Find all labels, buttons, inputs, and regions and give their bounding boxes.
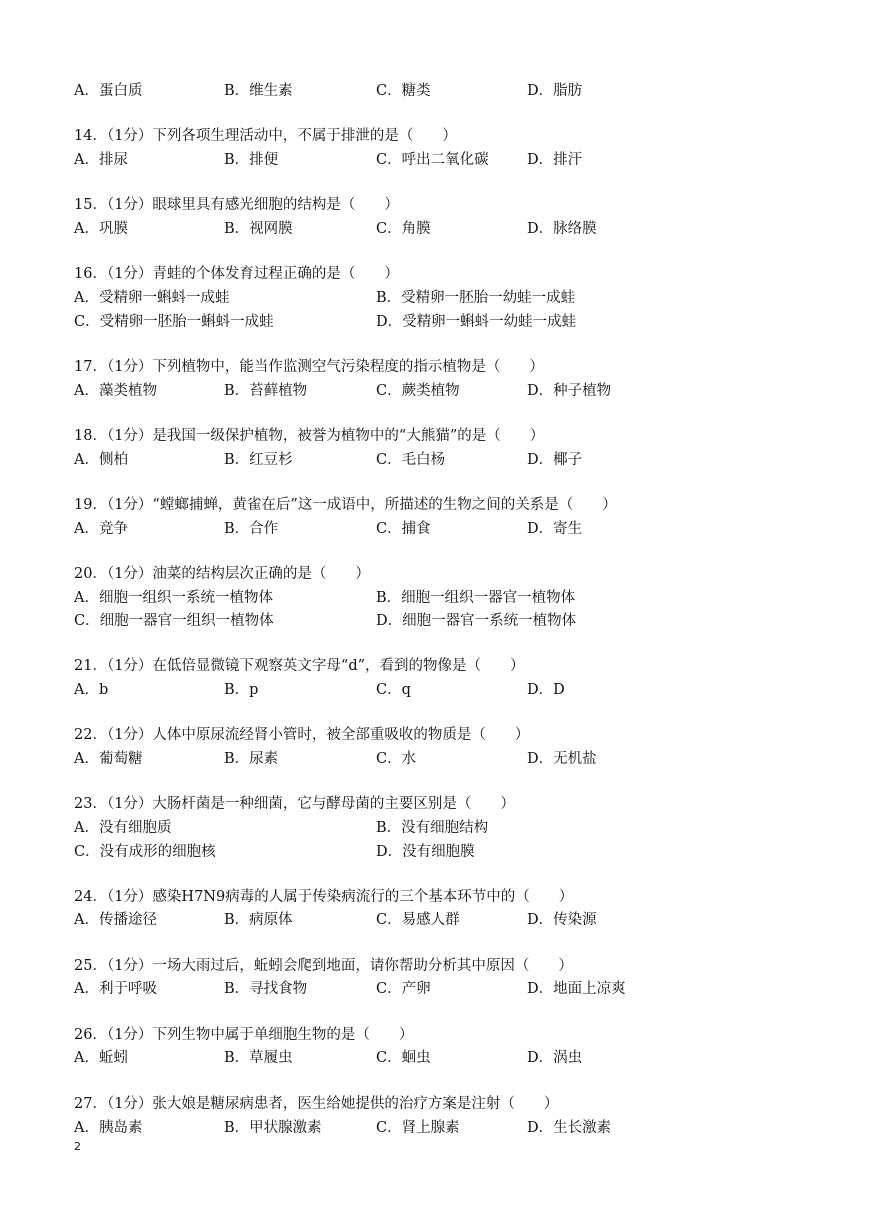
question-stem: 15．（1分）眼球里具有感光细胞的结构是（ ） xyxy=(74,197,399,213)
option-c: C．没有成形的细胞核 xyxy=(74,844,216,860)
option-a: A．葡萄糖 xyxy=(74,751,143,767)
option-d: D．无机盐 xyxy=(527,751,597,767)
option-c: C．q xyxy=(376,682,411,698)
question-stem: 21．（1分）在低倍显微镜下观察英文字母“d”，看到的物像是（ ） xyxy=(74,658,525,674)
option-b: B．草履虫 xyxy=(224,1050,293,1066)
option-a: A．蚯蚓 xyxy=(74,1050,128,1066)
option-b: B．苔藓植物 xyxy=(224,383,308,399)
question-stem: 16．（1分）青蛙的个体发育过程正确的是（ ） xyxy=(74,266,399,282)
option-d: D．寄生 xyxy=(527,521,583,537)
option-d: D．椰子 xyxy=(527,452,583,468)
option-d: D．传染源 xyxy=(527,912,597,928)
option-c: C．受精卵一胚胎一蝌蚪一成蛙 xyxy=(74,314,274,330)
option-b: B．尿素 xyxy=(224,751,279,767)
option-c: C．水 xyxy=(376,751,417,767)
option-a: A．巩膜 xyxy=(74,221,128,237)
option-b: B．受精卵一胚胎一幼蛙一成蛙 xyxy=(376,290,576,306)
option-c: C．肾上腺素 xyxy=(376,1120,460,1136)
option-c: C．糖类 xyxy=(376,83,431,99)
option-c: C．蛔虫 xyxy=(376,1050,431,1066)
option-b: B．没有细胞结构 xyxy=(376,820,489,836)
option-d: D．种子植物 xyxy=(527,383,612,399)
option-d: D．脂肪 xyxy=(527,83,583,99)
option-a: A．藻类植物 xyxy=(74,383,157,399)
option-b: B．甲状腺激素 xyxy=(224,1120,322,1136)
option-a: A．传播途径 xyxy=(74,912,157,928)
option-a: A．侧柏 xyxy=(74,452,128,468)
option-b: B．寻找食物 xyxy=(224,981,308,997)
option-a: A．胰岛素 xyxy=(74,1120,143,1136)
question-stem: 18．（1分）是我国一级保护植物，被誉为植物中的“大熊猫”的是（ ） xyxy=(74,428,545,444)
option-d: D．涡虫 xyxy=(527,1050,583,1066)
option-d: D．细胞一器官一系统一植物体 xyxy=(376,613,577,629)
question-stem: 22．（1分）人体中原尿流经肾小管时，被全部重吸收的物质是（ ） xyxy=(74,727,530,743)
option-d: D．脉络膜 xyxy=(527,221,597,237)
question-stem: 23．（1分）大肠杆菌是一种细菌，它与酵母菌的主要区别是（ ） xyxy=(74,796,515,812)
question-stem: 27．（1分）张大娘是糖尿病患者，医生给她提供的治疗方案是注射（ ） xyxy=(74,1096,559,1112)
option-c: C．产卵 xyxy=(376,981,431,997)
option-c: C．捕食 xyxy=(376,521,431,537)
option-b: B．p xyxy=(224,682,259,698)
question-stem: 26．（1分）下列生物中属于单细胞生物的是（ ） xyxy=(74,1027,414,1043)
option-b: B．维生素 xyxy=(224,83,293,99)
option-a: A．细胞一组织一系统一植物体 xyxy=(74,590,273,606)
option-a: A．没有细胞质 xyxy=(74,820,172,836)
option-b: B．红豆杉 xyxy=(224,452,293,468)
option-a: A．利于呼吸 xyxy=(74,981,157,997)
option-b: B．排便 xyxy=(224,152,279,168)
option-b: B．细胞一组织一器官一植物体 xyxy=(376,590,576,606)
option-d: D．生长激素 xyxy=(527,1120,612,1136)
question-stem: 20．（1分）油菜的结构层次正确的是（ ） xyxy=(74,566,370,582)
option-a: A．蛋白质 xyxy=(74,83,143,99)
option-b: B．合作 xyxy=(224,521,279,537)
option-b: B．视网膜 xyxy=(224,221,293,237)
option-a: A．受精卵一蝌蚪一成蛙 xyxy=(74,290,230,306)
option-d: D．没有细胞膜 xyxy=(376,844,475,860)
option-a: A．b xyxy=(74,682,109,698)
question-stem: 25．（1分）一场大雨过后，蚯蚓会爬到地面，请你帮助分析其中原因（ ） xyxy=(74,958,573,974)
option-d: D．D xyxy=(527,682,565,698)
option-a: A．竞争 xyxy=(74,521,128,537)
option-c: C．毛白杨 xyxy=(376,452,446,468)
page-number: 2 xyxy=(74,1140,81,1153)
question-stem: 17．（1分）下列植物中，能当作监测空气污染程度的指示植物是（ ） xyxy=(74,359,544,375)
question-stem: 14．（1分）下列各项生理活动中，不属于排泄的是（ ） xyxy=(74,128,457,144)
question-stem: 19．（1分）“螳螂捕蝉，黄雀在后”这一成语中，所描述的生物之间的关系是（ ） xyxy=(74,497,617,513)
question-stem: 24．（1分）感染H7N9病毒的人属于传染病流行的三个基本环节中的（ ） xyxy=(74,889,574,905)
option-d: D．排汗 xyxy=(527,152,583,168)
option-b: B．病原体 xyxy=(224,912,293,928)
option-d: D．受精卵一蝌蚪一幼蛙一成蛙 xyxy=(376,314,577,330)
option-c: C．易感人群 xyxy=(376,912,460,928)
option-a: A．排尿 xyxy=(74,152,128,168)
option-c: C．蕨类植物 xyxy=(376,383,460,399)
option-d: D．地面上凉爽 xyxy=(527,981,626,997)
option-c: C．角膜 xyxy=(376,221,431,237)
option-c: C．细胞一器官一组织一植物体 xyxy=(74,613,274,629)
option-c: C．呼出二氧化碳 xyxy=(376,152,489,168)
